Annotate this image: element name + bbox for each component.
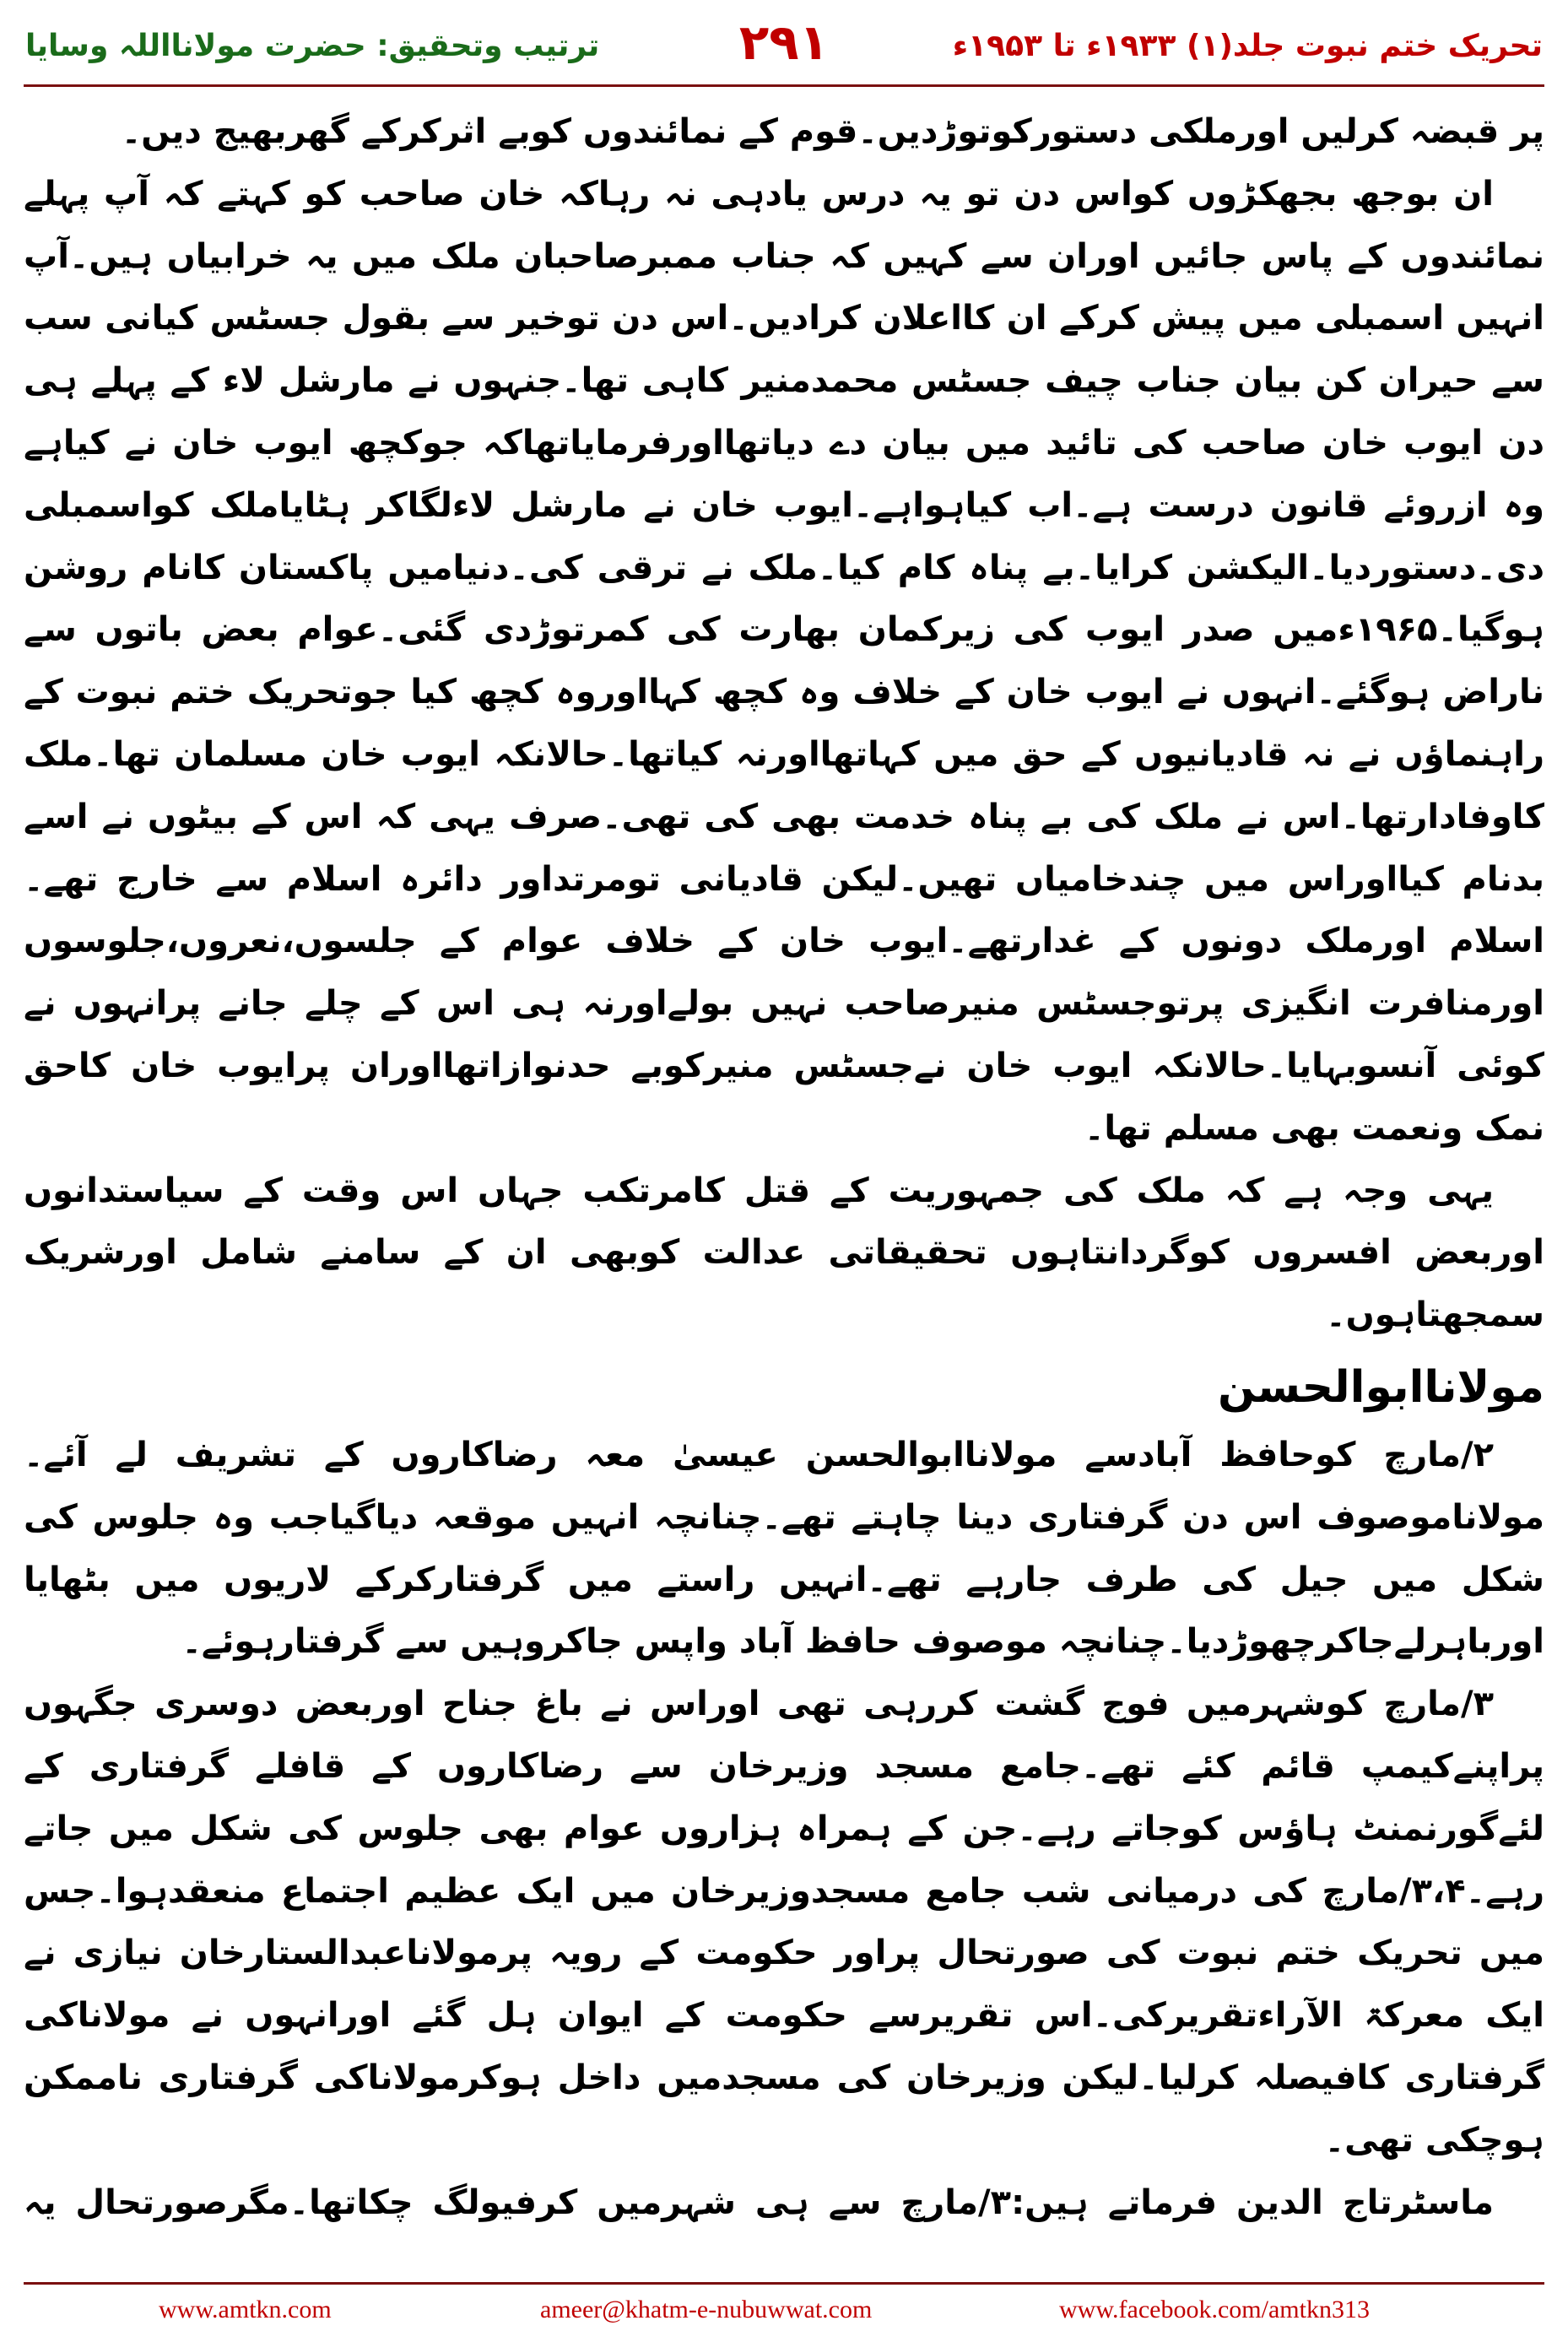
- page-number: ۲۹۱: [738, 14, 830, 71]
- email-link[interactable]: ameer@khatm-e-nubuwwat.com: [540, 2296, 873, 2323]
- header-divider: [24, 84, 1544, 87]
- compiler-credit: ترتیب وتحقیق: حضرت مولانااللہ وسایا: [25, 29, 600, 63]
- paragraph: ماسٹرتاج الدین فرماتے ہیں:۳/مارچ سے ہی شہرمیں کرفیولگ چکاتھا۔مگرصورتحال یہ: [24, 2182, 1495, 2222]
- facebook-link[interactable]: www.facebook.com/amtkn313: [1059, 2296, 1370, 2323]
- paragraph: ۲/مارچ کوحافظ آبادسے مولاناابوالحسن عیسیٰ معہ رضاکاروں کے تشریف لے آئے۔مولاناموصوف اس دن گرفتاری دینا چاہتے تھے۔چنانچہ انہیں موقعہ دیاگیاجب وہ جلوس کی شکل میں جیل کی طرف جارہے تھے۔انہیں راستے میں گرفتارکرکے لاریوں میں بٹھایا اورباہرلےجاکرچھوڑدیا۔چنانچہ موصوف حافظ آباد واپس جاکروہیں سے گرفتارہوئے۔: [24, 1435, 1544, 1662]
- footer-divider: [24, 2282, 1544, 2285]
- paragraph: ان بوجھ بجھکڑوں کواس دن تو یہ درس یادہی نہ رہاکہ خان صاحب کو کہتے کہ آپ پہلے نمائندوں کے پاس جائیں اوران سے کہیں کہ جناب ممبرصاحبان ملک میں یہ خرابیاں ہیں۔آپ انہیں اسمبلی میں پیش کرکے ان کااعلان کرادیں۔اس دن توخیر سے بقول جسٹس کیانی سب سے حیران کن بیان جناب چیف جسٹس محمدمنیر کاہی تھا۔جنہوں نے مارشل لاء کے پہلے ہی دن ایوب خان صاحب کی تائید میں بیان دے دیاتھااورفرمایاتھاکہ جوکچھ ایوب خان نے کیاہے وہ ازروئے قانون درست ہے۔اب کیاہواہے۔ایوب خان نے مارشل لاءلگاکر ہٹایاملک کواسمبلی دی۔دستوردیا۔الیکشن کرایا۔بے پناہ کام کیا۔ملک نے ترقی کی۔دنیامیں پاکستان کانام روشن ہوگیا۔۱۹۶۵ءمیں صدر ایوب کی زیرکمان بھارت کی کمرتوڑدی گئی۔عوام بعض باتوں سے ناراض ہوگئے۔انہوں نے ایوب خان کے خلاف وہ کچھ کہااوروہ کچھ کیا جوتحریک ختم نبوت کے راہنماؤں نے نہ قادیانیوں کے حق میں کہاتھااورنہ کیاتھا۔حالانکہ ایوب خان مسلمان تھا۔ملک کاوفادارتھا۔اس نے ملک کی بے پناہ خدمت بھی کی تھی۔صرف یہی کہ اس کے بیٹوں نے اسے بدنام کیااوراس میں چندخامیاں تھیں۔لیکن قادیانی تومرتداور دائرہ اسلام سے خارج تھے۔اسلام اورملک دونوں کے غدارتھے۔ایوب خان کے خلاف عوام کے جلسوں،نعروں،جلوسوں اورمنافرت انگیزی پرتوجسٹس منیرصاحب نہیں بولےاورنہ ہی اس کے چلے جانے پرانہوں نے کوئی آنسوبہایا۔حالانکہ ایوب خان نےجسٹس منیرکوبے حدنوازاتھااوران پرایوب خان کاحق نمک ونعمت بھی مسلم تھا۔: [24, 174, 1544, 1148]
- paragraph: یہی وجہ ہے کہ ملک کی جمہوریت کے قتل کامرتکب جہاں اس وقت کے سیاستدانوں اوربعض افسروں کوگردانتاہوں تحقیقاتی عدالت کوبھی ان کے سامنے شامل اورشریک سمجھتاہوں۔: [24, 1171, 1544, 1335]
- page-footer: [0, 2279, 1568, 2342]
- section-heading: مولاناابوالحسن: [1217, 1361, 1544, 1413]
- website-link[interactable]: www.amtkn.com: [159, 2296, 332, 2323]
- page-header: [0, 0, 1568, 81]
- book-title: تحریک ختم نبوت جلد(۱) ۱۹۳۳ء تا ۱۹۵۳ء: [952, 29, 1543, 63]
- paragraph: پر قبضہ کرلیں اورملکی دستورکوتوڑدیں۔قوم کے نمائندوں کوبے اثرکرکے گھربھیج دیں۔: [121, 112, 1544, 151]
- page-body: [24, 101, 1544, 2228]
- paragraph: ۳/مارچ کوشہرمیں فوج گشت کررہی تھی اوراس نے باغ جناح اوربعض دوسری جگہوں پراپنےکیمپ قائم کئے تھے۔جامع مسجد وزیرخان سے رضاکاروں کے قافلے گرفتاری کے لئےگورنمنٹ ہاؤس کوجاتے رہے۔جن کے ہمراہ ہزاروں عوام بھی جلوس کی شکل میں جاتے رہے۔۳،۴/مارچ کی درمیانی شب جامع مسجدوزیرخان میں ایک عظیم اجتماع منعقدہوا۔جس میں تحریک ختم نبوت کی صورتحال پراور حکومت کے رویہ پرمولاناعبدالستارخان نیازی نے ایک معرکۃ الآراءتقریرکی۔اس تقریرسے حکومت کے ایوان ہل گئے اورانہوں نے مولاناکی گرفتاری کافیصلہ کرلیا۔لیکن وزیرخان کی مسجدمیں داخل ہوکرمولاناکی گرفتاری ناممکن ہوچکی تھی۔: [24, 1685, 1544, 2160]
